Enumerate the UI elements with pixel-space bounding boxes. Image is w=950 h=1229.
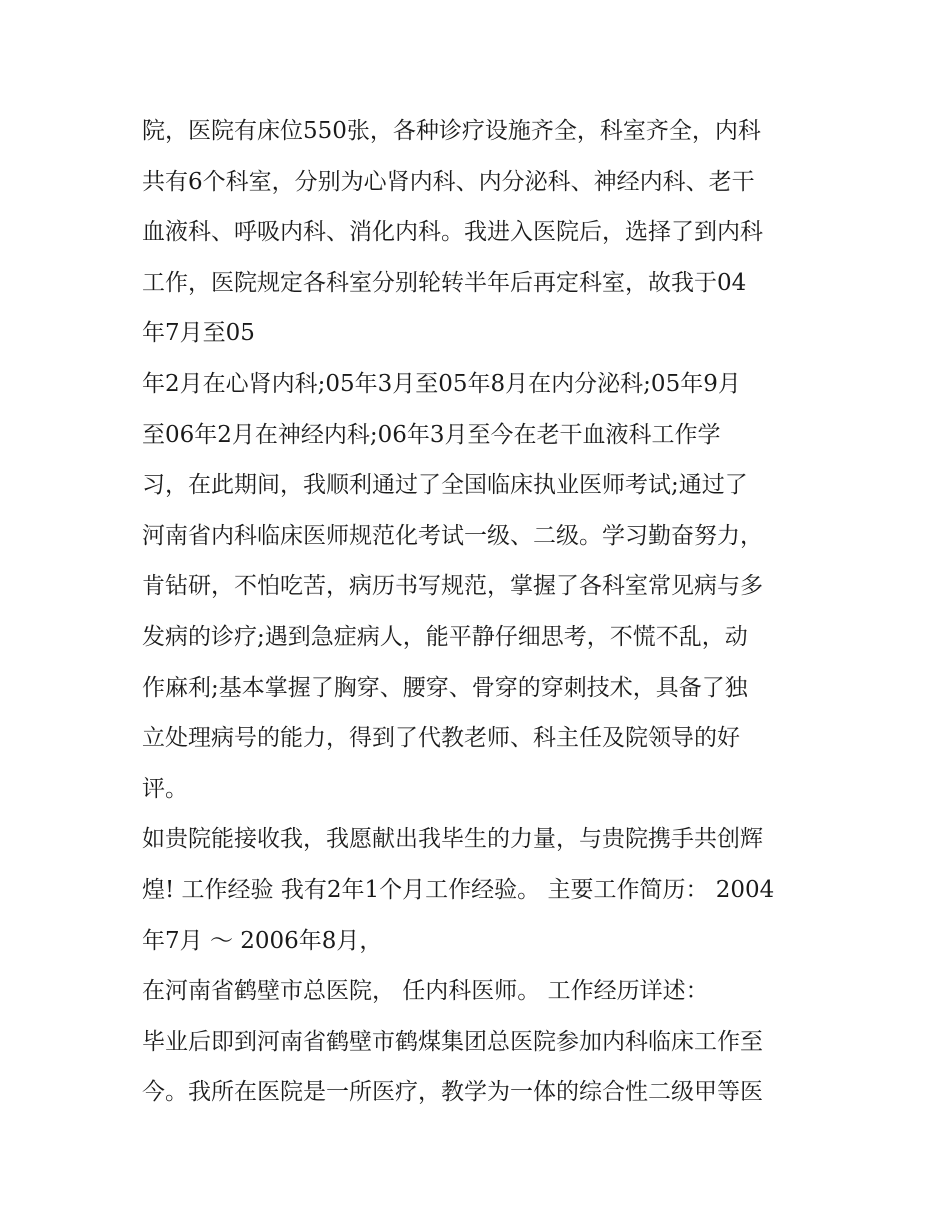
text-line: 在河南省鹤壁市总医院， 任内科医师。 工作经历详述： xyxy=(142,978,709,1005)
text-line: 年7月至05 xyxy=(142,320,255,347)
text-line: 发病的诊疗;遇到急症病人，能平静仔细思考，不慌不乱，动 xyxy=(142,623,748,650)
text-line: 今。我所在医院是一所医疗，教学为一体的综合性二级甲等医 xyxy=(142,1079,763,1106)
text-line: 年2月在心肾内科;05年3月至05年8月在内分泌科;05年9月 xyxy=(142,370,741,397)
text-line: 院，医院有床位550张，各种诊疗设施齐全，科室齐全，内科 xyxy=(142,118,761,144)
text-line: 立处理病号的能力，得到了代教老师、科主任及院领导的好 xyxy=(142,725,740,752)
text-line: 年7月 ～ 2006年8月， xyxy=(142,927,383,954)
text-line: 习，在此期间，我顺利通过了全国临床执业医师考试;通过了 xyxy=(142,472,748,499)
text-line: 血液科、呼吸内科、消化内科。我进入医院后，选择了到内科 xyxy=(142,219,763,246)
text-line: 如贵院能接收我，我愿献出我毕生的力量，与贵院携手共创辉 xyxy=(142,826,763,853)
text-line: 作麻利;基本掌握了胸穿、腰穿、骨穿的穿刺技术，具备了独 xyxy=(142,674,748,701)
body-text xyxy=(142,106,832,1118)
text-line: 至06年2月在神经内科;06年3月至今在老干血液科工作学 xyxy=(142,421,721,448)
text-line: 肯钻研，不怕吃苦，病历书写规范，掌握了各科室常见病与多 xyxy=(142,573,763,600)
text-line: 评。 xyxy=(142,775,188,802)
text-line: 毕业后即到河南省鹤壁市鹤煤集团总医院参加内科临床工作至 xyxy=(142,1028,763,1055)
text-line: 煌! 工作经验 我有2年1个月工作经验。 主要工作简历： 2004 xyxy=(142,876,775,903)
text-line: 共有6个科室，分别为心肾内科、内分泌科、神经内科、老干 xyxy=(142,168,755,195)
text-line: 工作，医院规定各科室分别轮转半年后再定科室，故我于04 xyxy=(142,269,747,296)
text-line: 河南省内科临床医师规范化考试一级、二级。学习勤奋努力， xyxy=(142,522,763,549)
